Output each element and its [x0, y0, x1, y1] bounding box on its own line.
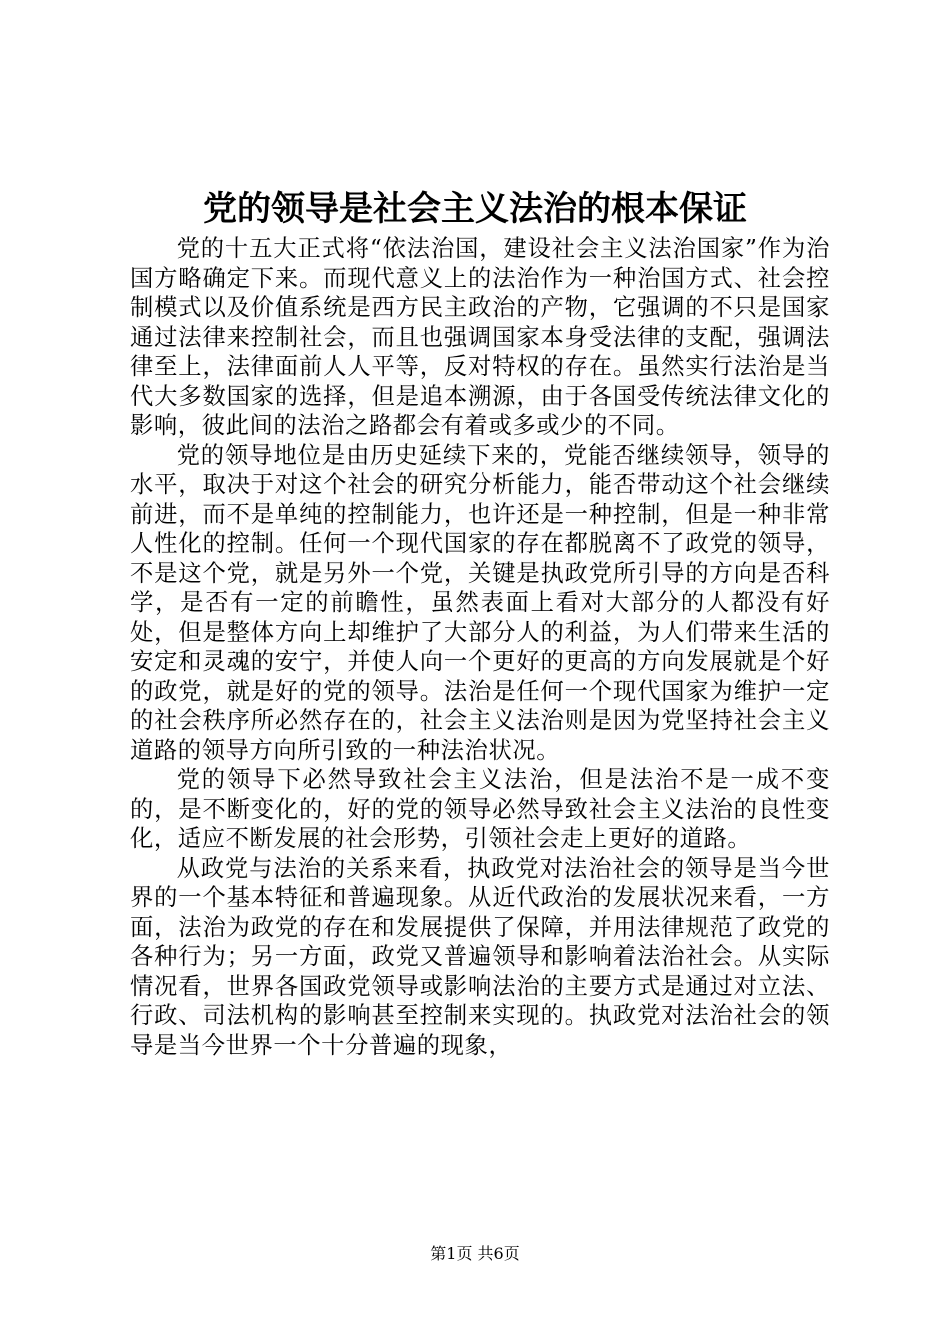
document-title: 党的领导是社会主义法治的根本保证	[203, 189, 747, 229]
page-number-label: 第1页 共6页	[430, 1244, 520, 1263]
paragraph-1: 党的十五大正式将“依法治国，建设社会主义法治国家”作为治国方略确定下来。而现代意义上的法治作为一种治国方式、社会控制模式以及价值系统是西方民主政治的产物，它强调的不只是国家通过法律来控制社会，而且也强调国家本身受法律的支配，强调法律至上，法律面前人人平等，反对特权的存在。虽然实行法治是当代大多数国家的选择，但是追本溯源，由于各国受传统法律文化的影响，彼此间的法治之路都会有着或多或少的不同。	[130, 235, 830, 439]
paragraph-3: 党的领导下必然导致社会主义法治，但是法治不是一成不变的，是不断变化的，好的党的领导必然导致社会主义法治的良性变化，适应不断发展的社会形势，引领社会走上更好的道路。	[130, 766, 830, 852]
document-body	[130, 234, 830, 1060]
page-footer	[0, 1243, 950, 1265]
paragraph-4: 从政党与法治的关系来看，执政党对法治社会的领导是当今世界的一个基本特征和普遍现象。从近代政治的发展状况来看，一方面，法治为政党的存在和发展提供了保障，并用法律规范了政党的各种行为；另一方面，政党又普遍领导和影响着法治社会。从实际情况看，世界各国政党领导或影响法治的主要方式是通过对立法、行政、司法机构的影响甚至控制来实现的。执政党对法治社会的领导是当今世界一个十分普遍的现象，	[130, 854, 830, 1059]
paragraph-2: 党的领导地位是由历史延续下来的，党能否继续领导，领导的水平，取决于对这个社会的研究分析能力，能否带动这个社会继续前进，而不是单纯的控制能力，也许还是一种控制，但是一种非常人性化的控制。任何一个现代国家的存在都脱离不了政党的领导，不是这个党，就是另外一个党，关键是执政党所引导的方向是否科学，是否有一定的前瞻性，虽然表面上看对大部分的人都没有好处，但是整体方向上却维护了大部分人的利益，为人们带来生活的安定和灵魂的安宁，并使人向一个更好的更高的方向发展就是个好的政党，就是好的党的领导。法治是任何一个现代国家为维护一定的社会秩序所必然存在的，社会主义法治则是因为党坚持社会主义道路的领导方向所引致的一种法治状况。	[130, 441, 830, 764]
